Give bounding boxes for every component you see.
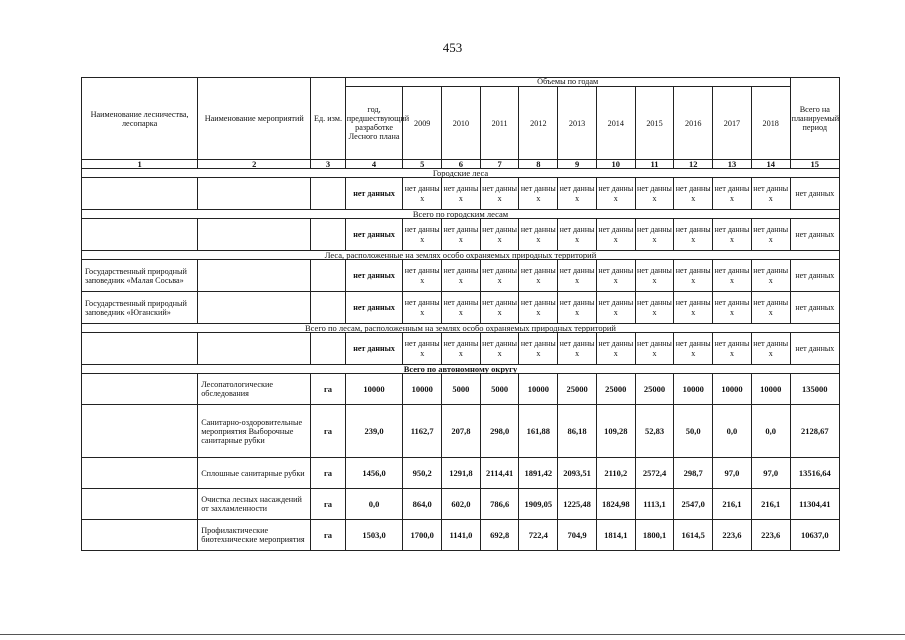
activity-cell	[198, 219, 311, 251]
no-data-cell: нет данны х	[596, 260, 635, 292]
column-number: 13	[713, 160, 752, 169]
no-data-cell: нет данны х	[596, 333, 635, 365]
column-number: 12	[674, 160, 713, 169]
header-year: 2010	[442, 87, 481, 160]
value-cell: 10000	[519, 374, 558, 405]
no-data-total-cell: нет данных	[790, 260, 839, 292]
table-row	[82, 292, 840, 324]
forestry-cell	[82, 520, 198, 551]
value-cell: 722,4	[519, 520, 558, 551]
header-prev-year: год, предшествующий разработке Лесного плана	[345, 87, 403, 160]
table-row	[82, 333, 840, 365]
header-year: 2017	[713, 87, 752, 160]
no-data-cell: нет данны х	[519, 292, 558, 324]
value-cell: 5000	[442, 374, 481, 405]
no-data-cell: нет данны х	[519, 178, 558, 210]
activity-cell: Лесопатологические обследования	[198, 374, 311, 405]
value-cell: 602,0	[442, 489, 481, 520]
no-data-cell: нет данных	[345, 219, 403, 251]
no-data-cell: нет данных	[345, 260, 403, 292]
column-number: 7	[480, 160, 519, 169]
no-data-cell: нет данны х	[674, 260, 713, 292]
no-data-cell: нет данны х	[403, 292, 442, 324]
value-cell: 692,8	[480, 520, 519, 551]
no-data-cell: нет данных	[345, 333, 403, 365]
value-cell: 10000	[713, 374, 752, 405]
value-cell: 10000	[674, 374, 713, 405]
table-row	[82, 520, 840, 551]
value-cell: 1113,1	[635, 489, 674, 520]
unit-cell: га	[311, 405, 346, 458]
no-data-cell: нет данны х	[442, 219, 481, 251]
forestry-cell	[82, 405, 198, 458]
no-data-cell: нет данны х	[713, 260, 752, 292]
column-number: 10	[596, 160, 635, 169]
value-cell: 2572,4	[635, 458, 674, 489]
column-number: 11	[635, 160, 674, 169]
no-data-cell: нет данны х	[751, 219, 790, 251]
value-cell: 239,0	[345, 405, 403, 458]
header-volumes: Объемы по годам	[345, 78, 790, 87]
value-cell: 2093,51	[558, 458, 597, 489]
table-row	[82, 489, 840, 520]
no-data-cell: нет данны х	[596, 178, 635, 210]
no-data-cell: нет данны х	[442, 178, 481, 210]
section-protected-total: Всего по лесам, расположенным на землях особо охраняемых природных территорий	[82, 324, 840, 333]
activity-cell: Санитарно-оздоровительные мероприятия Выборочные санитарные рубки	[198, 405, 311, 458]
value-cell: 25000	[558, 374, 597, 405]
total-value-cell: 13516,64	[790, 458, 839, 489]
forestry-cell	[82, 219, 198, 251]
forestry-cell	[82, 333, 198, 365]
no-data-cell: нет данны х	[713, 178, 752, 210]
column-number: 6	[442, 160, 481, 169]
forestry-cell	[82, 458, 198, 489]
value-cell: 97,0	[713, 458, 752, 489]
no-data-cell: нет данны х	[558, 260, 597, 292]
no-data-cell: нет данны х	[480, 292, 519, 324]
no-data-cell: нет данны х	[713, 333, 752, 365]
header-year: 2012	[519, 87, 558, 160]
value-cell: 0,0	[345, 489, 403, 520]
value-cell: 50,0	[674, 405, 713, 458]
header-unit: Ед. изм.	[311, 78, 346, 160]
header-year: 2013	[558, 87, 597, 160]
no-data-cell: нет данны х	[403, 260, 442, 292]
header-year: 2015	[635, 87, 674, 160]
value-cell: 1162,7	[403, 405, 442, 458]
unit-cell	[311, 219, 346, 251]
value-cell: 298,7	[674, 458, 713, 489]
unit-cell	[311, 178, 346, 210]
value-cell: 223,6	[751, 520, 790, 551]
value-cell: 2110,2	[596, 458, 635, 489]
header-year: 2016	[674, 87, 713, 160]
value-cell: 1824,98	[596, 489, 635, 520]
value-cell: 1456,0	[345, 458, 403, 489]
value-cell: 223,6	[713, 520, 752, 551]
column-number: 4	[345, 160, 403, 169]
unit-cell: га	[311, 374, 346, 405]
forestry-cell	[82, 489, 198, 520]
forestry-cell	[82, 374, 198, 405]
no-data-cell: нет данны х	[751, 260, 790, 292]
value-cell: 1814,1	[596, 520, 635, 551]
no-data-total-cell: нет данных	[790, 219, 839, 251]
header-total: Всего на планируемый период	[790, 78, 839, 160]
header-activity: Наименование мероприятий	[198, 78, 311, 160]
no-data-cell: нет данны х	[519, 260, 558, 292]
value-cell: 786,6	[480, 489, 519, 520]
table-row	[82, 178, 840, 210]
total-value-cell: 135000	[790, 374, 839, 405]
total-value-cell: 2128,67	[790, 405, 839, 458]
table-row	[82, 374, 840, 405]
value-cell: 10000	[751, 374, 790, 405]
no-data-cell: нет данных	[345, 292, 403, 324]
column-number: 5	[403, 160, 442, 169]
value-cell: 864,0	[403, 489, 442, 520]
unit-cell: га	[311, 520, 346, 551]
forestry-cell	[82, 178, 198, 210]
unit-cell	[311, 260, 346, 292]
header-year: 2011	[480, 87, 519, 160]
value-cell: 10000	[403, 374, 442, 405]
no-data-cell: нет данны х	[674, 333, 713, 365]
no-data-cell: нет данны х	[674, 292, 713, 324]
value-cell: 1800,1	[635, 520, 674, 551]
no-data-cell: нет данны х	[751, 333, 790, 365]
table-row	[82, 219, 840, 251]
page-bottom-line	[0, 634, 905, 635]
activity-cell	[198, 333, 311, 365]
table-row	[82, 405, 840, 458]
no-data-cell: нет данны х	[442, 260, 481, 292]
no-data-cell: нет данны х	[519, 219, 558, 251]
value-cell: 207,8	[442, 405, 481, 458]
section-urban-forests: Городские леса	[82, 169, 840, 178]
no-data-cell: нет данны х	[674, 178, 713, 210]
value-cell: 0,0	[751, 405, 790, 458]
value-cell: 5000	[480, 374, 519, 405]
value-cell: 86,18	[558, 405, 597, 458]
activity-cell: Очистка лесных насаждений от захламленности	[198, 489, 311, 520]
value-cell: 1614,5	[674, 520, 713, 551]
total-value-cell: 11304,41	[790, 489, 839, 520]
value-cell: 1700,0	[403, 520, 442, 551]
no-data-total-cell: нет данных	[790, 292, 839, 324]
value-cell: 25000	[635, 374, 674, 405]
activity-cell	[198, 292, 311, 324]
column-number: 8	[519, 160, 558, 169]
no-data-cell: нет данны х	[480, 178, 519, 210]
header-year: 2014	[596, 87, 635, 160]
value-cell: 1891,42	[519, 458, 558, 489]
no-data-cell: нет данны х	[558, 333, 597, 365]
activity-cell	[198, 178, 311, 210]
no-data-cell: нет данны х	[751, 178, 790, 210]
no-data-total-cell: нет данных	[790, 333, 839, 365]
value-cell: 52,83	[635, 405, 674, 458]
no-data-cell: нет данны х	[442, 333, 481, 365]
table-row	[82, 458, 840, 489]
section-urban-total: Всего по городским лесам	[82, 210, 840, 219]
column-number: 14	[751, 160, 790, 169]
no-data-cell: нет данны х	[480, 219, 519, 251]
no-data-cell: нет данны х	[635, 260, 674, 292]
unit-cell: га	[311, 458, 346, 489]
no-data-cell: нет данны х	[558, 178, 597, 210]
value-cell: 2547,0	[674, 489, 713, 520]
value-cell: 2114,41	[480, 458, 519, 489]
no-data-cell: нет данны х	[558, 292, 597, 324]
value-cell: 161,88	[519, 405, 558, 458]
column-number: 3	[311, 160, 346, 169]
no-data-cell: нет данных	[345, 178, 403, 210]
column-number: 1	[82, 160, 198, 169]
value-cell: 298,0	[480, 405, 519, 458]
unit-cell	[311, 333, 346, 365]
no-data-cell: нет данны х	[635, 292, 674, 324]
no-data-cell: нет данны х	[403, 333, 442, 365]
no-data-cell: нет данны х	[558, 219, 597, 251]
no-data-cell: нет данны х	[403, 219, 442, 251]
value-cell: 10000	[345, 374, 403, 405]
total-value-cell: 10637,0	[790, 520, 839, 551]
no-data-cell: нет данны х	[403, 178, 442, 210]
no-data-cell: нет данны х	[596, 219, 635, 251]
no-data-cell: нет данны х	[635, 333, 674, 365]
value-cell: 216,1	[751, 489, 790, 520]
value-cell: 950,2	[403, 458, 442, 489]
no-data-cell: нет данны х	[713, 292, 752, 324]
header-year: 2009	[403, 87, 442, 160]
no-data-total-cell: нет данных	[790, 178, 839, 210]
no-data-cell: нет данны х	[635, 178, 674, 210]
activity-cell: Профилактические биотехнические мероприятия	[198, 520, 311, 551]
value-cell: 25000	[596, 374, 635, 405]
page-number: 453	[442, 40, 463, 55]
activity-cell: Сплошные санитарные рубки	[198, 458, 311, 489]
value-cell: 1291,8	[442, 458, 481, 489]
activity-cell	[198, 260, 311, 292]
column-number: 9	[558, 160, 597, 169]
no-data-cell: нет данны х	[596, 292, 635, 324]
value-cell: 97,0	[751, 458, 790, 489]
forest-plan-table	[81, 77, 840, 551]
unit-cell	[311, 292, 346, 324]
value-cell: 216,1	[713, 489, 752, 520]
no-data-cell: нет данны х	[519, 333, 558, 365]
table-row	[82, 260, 840, 292]
no-data-cell: нет данны х	[442, 292, 481, 324]
no-data-cell: нет данны х	[674, 219, 713, 251]
value-cell: 1503,0	[345, 520, 403, 551]
forestry-cell: Государственный природный заповедник «Малая Сосьва»	[82, 260, 198, 292]
value-cell: 1225,48	[558, 489, 597, 520]
header-forestry: Наименование лесничества, лесопарка	[82, 78, 198, 160]
no-data-cell: нет данны х	[480, 260, 519, 292]
forestry-cell: Государственный природный заповедник «Юганский»	[82, 292, 198, 324]
header-year: 2018	[751, 87, 790, 160]
value-cell: 704,9	[558, 520, 597, 551]
column-number: 2	[198, 160, 311, 169]
value-cell: 109,28	[596, 405, 635, 458]
no-data-cell: нет данны х	[751, 292, 790, 324]
no-data-cell: нет данны х	[480, 333, 519, 365]
no-data-cell: нет данны х	[713, 219, 752, 251]
value-cell: 1909,05	[519, 489, 558, 520]
value-cell: 0,0	[713, 405, 752, 458]
section-protected-forests: Леса, расположенные на землях особо охраняемых природных территорий	[82, 251, 840, 260]
unit-cell: га	[311, 489, 346, 520]
value-cell: 1141,0	[442, 520, 481, 551]
column-number: 15	[790, 160, 839, 169]
section-okrug-total: Всего по автономному округу	[82, 365, 840, 374]
no-data-cell: нет данны х	[635, 219, 674, 251]
